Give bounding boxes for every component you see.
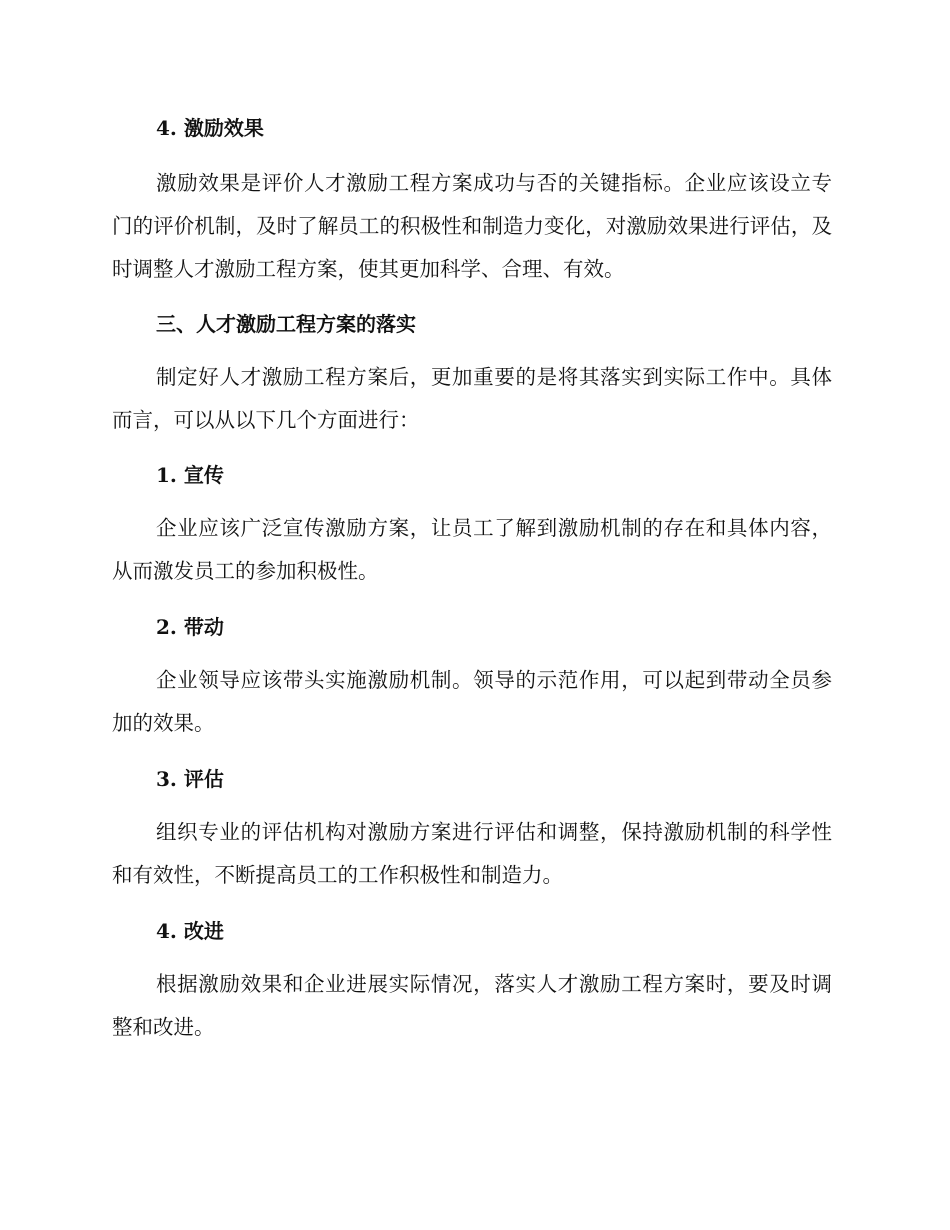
- paragraph-leadership: 企业领导应该带头实施激励机制。领导的示范作用，可以起到带动全员参加的效果。: [112, 668, 832, 735]
- paragraph-improvement: 根据激励效果和企业进展实际情况，落实人才激励工程方案时，要及时调整和改进。: [112, 972, 832, 1039]
- paragraph-evaluation: 组织专业的评估机构对激励方案进行评估和调整，保持激励机制的科学性和有效性，不断提高员工的工作积极性和制造力。: [112, 820, 832, 887]
- section-heading-implementation: 三、人才激励工程方案的落实: [156, 312, 416, 336]
- section-heading-incentive-effect: 4. 激励效果: [156, 116, 264, 140]
- section-heading-evaluation: 3. 评估: [156, 767, 224, 791]
- section-heading-improvement: 4. 改进: [156, 919, 224, 943]
- paragraph-implementation: 制定好人才激励工程方案后，更加重要的是将其落实到实际工作中。具体而言，可以从以下几个方面进行：: [112, 365, 832, 432]
- section-heading-publicity: 1. 宣传: [156, 463, 224, 487]
- paragraph-incentive-effect: 激励效果是评价人才激励工程方案成功与否的关键指标。企业应该设立专门的评价机制，及时了解员工的积极性和制造力变化，对激励效果进行评估，及时调整人才激励工程方案，使其更加科学、合理、有效。: [112, 171, 832, 281]
- section-heading-leadership: 2. 带动: [156, 615, 224, 639]
- paragraph-publicity: 企业应该广泛宣传激励方案，让员工了解到激励机制的存在和具体内容，从而激发员工的参加积极性。: [112, 516, 832, 583]
